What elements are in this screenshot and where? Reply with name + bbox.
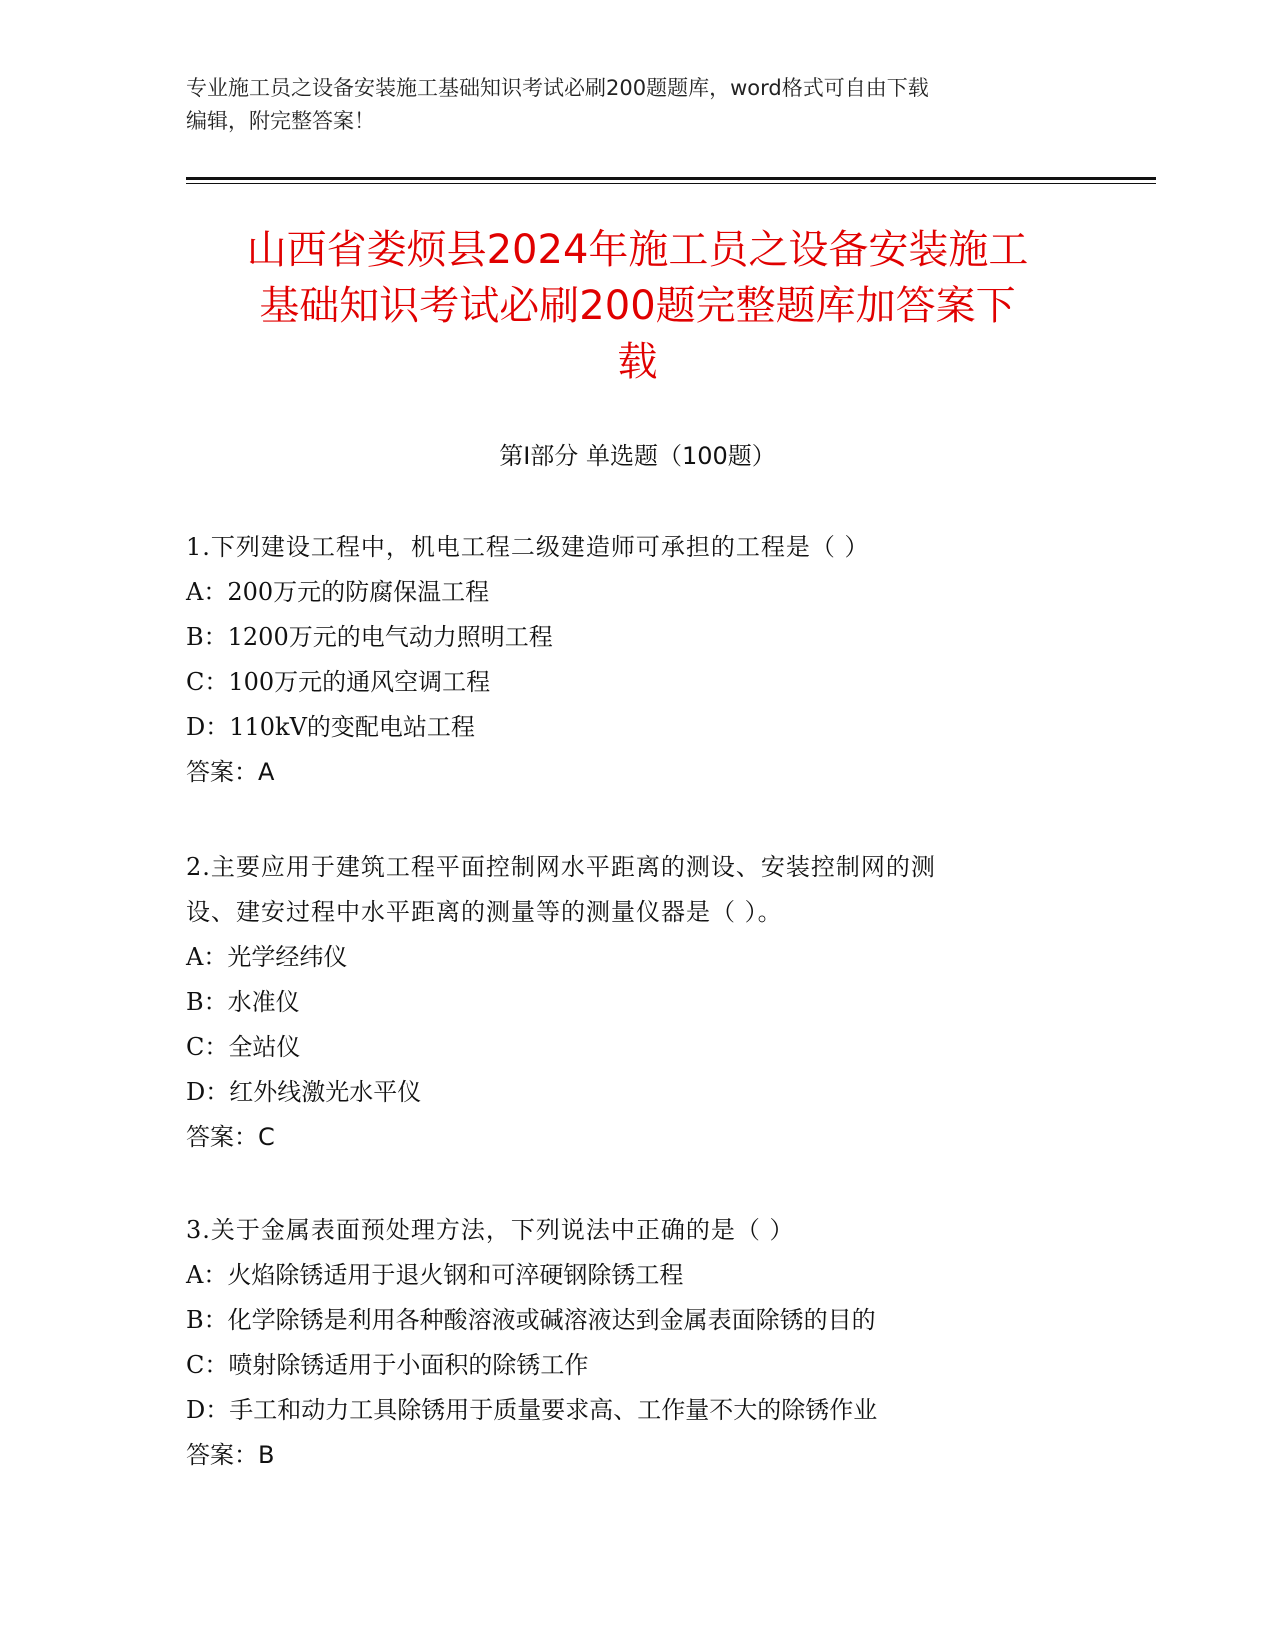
header-divider-thin (186, 183, 1156, 184)
document-title-line-1: 山西省娄烦县2024年施工员之设备安装施工 (246, 227, 1029, 273)
question-1-answer: 答案：A (186, 758, 275, 786)
document-title (150, 222, 1125, 390)
question-1-option-c: C：100万元的通风空调工程 (186, 668, 491, 696)
document-title-line-3: 载 (617, 339, 658, 385)
header-note-line-2: 编辑，附完整答案！ (186, 109, 375, 133)
question-1-option-a: A：200万元的防腐保温工程 (186, 578, 490, 606)
question-3 (186, 1208, 1086, 1478)
question-1-option-d: D：110kV的变配电站工程 (186, 713, 475, 741)
question-1-option-b: B：1200万元的电气动力照明工程 (186, 623, 553, 651)
question-3-option-b: B：化学除锈是利用各种酸溶液或碱溶液达到金属表面除锈的目的 (186, 1306, 876, 1334)
question-3-option-c: C：喷射除锈适用于小面积的除锈工作 (186, 1351, 589, 1379)
question-3-stem: 3.关于金属表面预处理方法，下列说法中正确的是（ ） (186, 1216, 795, 1244)
question-2-answer: 答案：C (186, 1123, 275, 1151)
question-1-stem: 1.下列建设工程中，机电工程二级建造师可承担的工程是（ ） (186, 533, 870, 561)
question-2 (186, 845, 1086, 1160)
question-2-option-d: D：红外线激光水平仪 (186, 1078, 422, 1106)
question-3-option-d: D：手工和动力工具除锈用于质量要求高、工作量不大的除锈作业 (186, 1396, 878, 1424)
question-3-answer: 答案：B (186, 1441, 275, 1469)
question-2-option-a: A：光学经纬仪 (186, 943, 348, 971)
section-heading: 第Ⅰ部分 单选题（100题） (499, 442, 776, 470)
header-note-line-1: 专业施工员之设备安装施工基础知识考试必刷200题题库，word格式可自由下载 (186, 76, 929, 100)
question-2-option-c: C：全站仪 (186, 1033, 301, 1061)
header-note (186, 72, 1086, 138)
document-title-line-2: 基础知识考试必刷200题完整题库加答案下 (259, 283, 1016, 329)
question-2-option-b: B：水准仪 (186, 988, 300, 1016)
question-1 (186, 525, 1086, 795)
question-3-option-a: A：火焰除锈适用于退火钢和可淬硬钢除锈工程 (186, 1261, 684, 1289)
header-divider-thick (186, 177, 1156, 180)
question-2-stem-line-1: 2.主要应用于建筑工程平面控制网水平距离的测设、安装控制网的测 (186, 853, 936, 881)
question-2-stem-line-2: 设、建安过程中水平距离的测量等的测量仪器是（ ）。 (186, 898, 783, 926)
